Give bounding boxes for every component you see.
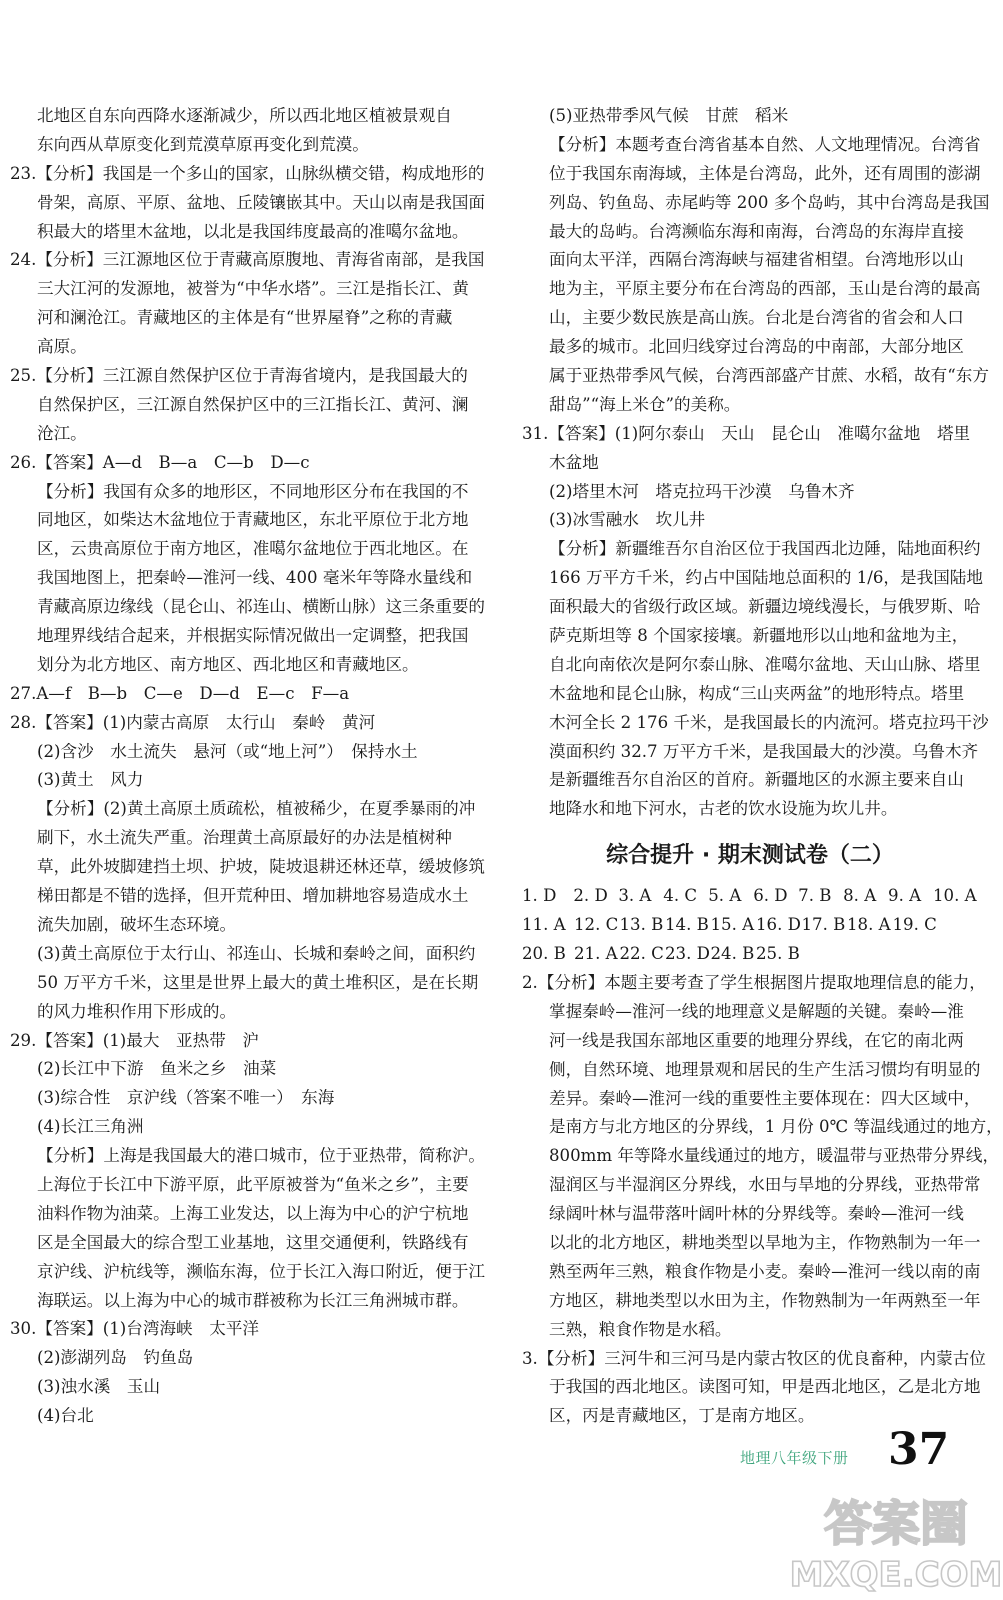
text-line bbox=[522, 1316, 978, 1345]
line-text: 河和澜沧江。青藏地区的主体是有“世界屋脊”之称的青藏 bbox=[37, 308, 453, 328]
line-text: 我国地图上，把秦岭—淮河一线、400 毫米年等降水量线和 bbox=[37, 568, 473, 588]
line-text: 青藏高原边缘线（昆仑山、祁连山、横断山脉）这三条重要的 bbox=[37, 597, 486, 617]
answer-item: 5. A bbox=[708, 886, 742, 906]
text-line bbox=[10, 102, 486, 131]
answer-item: 11. A bbox=[522, 915, 566, 935]
line-text: (2)长江中下游 鱼米之乡 油菜 bbox=[37, 1059, 277, 1079]
line-text: 木盆地和昆仑山脉，构成“三山夹两盆”的地形特点。塔里 bbox=[549, 683, 965, 703]
text-line bbox=[522, 1056, 981, 1085]
question-number: 24. bbox=[10, 250, 37, 270]
line-text: 列岛、钓鱼岛、赤尾屿等 200 多个岛屿，其中台湾岛是我国 bbox=[549, 192, 990, 212]
line-text: 侧，自然环境、地理景观和居民的生产生活习惯均有明显的 bbox=[549, 1059, 981, 1079]
text-line bbox=[522, 391, 978, 420]
text-line bbox=[10, 1315, 486, 1344]
question-number: 25. bbox=[10, 366, 37, 386]
line-text: 【答案】(1)阿尔泰山 天山 昆仑山 准噶尔盆地 塔里 bbox=[548, 423, 971, 443]
text-line bbox=[522, 1113, 1003, 1142]
right-column bbox=[522, 102, 1003, 1431]
answer-item: 20. B bbox=[522, 944, 566, 964]
answer-row bbox=[522, 911, 978, 940]
question-number: 3. bbox=[522, 1348, 538, 1368]
answer-item: 19. C bbox=[892, 915, 937, 935]
text-line bbox=[10, 766, 486, 795]
text-line bbox=[522, 795, 978, 824]
line-text: (3)黄土 风力 bbox=[37, 770, 144, 790]
text-line bbox=[522, 969, 986, 998]
line-text: 面积最大的省级行政区域。新疆边境线漫长，与俄罗斯、哈 bbox=[549, 597, 981, 617]
line-text: 熟至两年三熟，粮食作物是小麦。秦岭—淮河一线以南的南 bbox=[549, 1261, 981, 1281]
text-line bbox=[522, 1200, 978, 1229]
right-column-top bbox=[522, 102, 990, 824]
line-text: 高原。 bbox=[37, 337, 87, 357]
line-text: 地降水和地下河水，古老的饮水设施为坎儿井。 bbox=[549, 799, 898, 819]
text-line bbox=[10, 1113, 486, 1142]
text-line bbox=[10, 1373, 486, 1402]
text-line bbox=[10, 795, 486, 824]
line-text: 积最大的塔里木盆地，以北是我国纬度最高的准噶尔盆地。 bbox=[37, 221, 469, 241]
answer-item: 3. A bbox=[618, 886, 652, 906]
line-text: 【分析】新疆维吾尔自治区位于我国西北边陲，陆地面积约 bbox=[549, 539, 981, 559]
answer-row bbox=[522, 940, 978, 969]
text-line bbox=[522, 506, 978, 535]
line-text: 萨克斯坦等 8 个国家接壤。新疆地形以山地和盆地为主， bbox=[549, 626, 969, 646]
text-line bbox=[522, 449, 978, 478]
text-line bbox=[10, 246, 486, 275]
line-text: 以北的北方地区，耕地类型以旱地为主，作物熟制为一年一 bbox=[549, 1232, 981, 1252]
text-line bbox=[10, 998, 486, 1027]
text-line bbox=[522, 1085, 981, 1114]
text-line bbox=[522, 304, 978, 333]
question-number: 28. bbox=[10, 712, 37, 732]
answer-item: 17. B bbox=[801, 915, 846, 935]
line-text: 【分析】上海是我国最大的港口城市，位于亚热带，简称沪。 bbox=[37, 1146, 486, 1166]
text-line bbox=[10, 940, 486, 969]
text-line bbox=[10, 593, 486, 622]
line-text: 166 万平方千米，约占中国陆地总面积的 1/6，是我国陆地 bbox=[549, 568, 983, 588]
text-line bbox=[522, 564, 983, 593]
line-text: 自北向南依次是阿尔泰山脉、准噶尔盆地、天山山脉、塔里 bbox=[549, 654, 981, 674]
line-text: 最大的岛屿。台湾濒临东海和南海，台湾岛的东海岸直接 bbox=[549, 221, 964, 241]
answer-item: 24. B bbox=[710, 944, 755, 964]
watermark-top-text: 答案圈 bbox=[823, 1496, 969, 1552]
line-text: 木河全长 2 176 千米，是我国最长的内流河。塔克拉玛干沙 bbox=[549, 712, 989, 732]
text-line bbox=[522, 275, 981, 304]
text-line bbox=[522, 535, 981, 564]
line-text: 方地区，耕地类型以水田为主，作物熟制为一年两熟至一年 bbox=[549, 1290, 981, 1310]
line-text: 【分析】三江源自然保护区位于青海省境内，是我国最大的 bbox=[36, 366, 468, 386]
text-line bbox=[10, 680, 486, 709]
line-text: (3)浊水溪 玉山 bbox=[37, 1377, 161, 1397]
text-line bbox=[10, 1287, 486, 1316]
line-text: 【答案】(1)内蒙古高原 太行山 秦岭 黄河 bbox=[36, 712, 376, 732]
text-line bbox=[10, 969, 486, 998]
line-text: 海联运。以上海为中心的城市群被称为长江三角洲城市群。 bbox=[37, 1290, 469, 1310]
question-number: 26. bbox=[10, 452, 37, 472]
answer-item: 25. B bbox=[756, 944, 800, 964]
text-line bbox=[10, 824, 486, 853]
line-text: (4)长江三角洲 bbox=[37, 1117, 144, 1137]
text-line bbox=[10, 1344, 486, 1373]
text-line bbox=[522, 246, 978, 275]
line-text: 【分析】(2)黄土高原土质疏松，植被稀少，在夏季暴雨的冲 bbox=[37, 799, 476, 819]
line-text: 面向太平洋，西隔台湾海峡与福建省相望。台湾地形以山 bbox=[549, 250, 964, 270]
line-text: 骨架，高原、平原、盆地、丘陵镶嵌其中。天山以南是我国面 bbox=[37, 192, 486, 212]
line-text: 【分析】我国是一个多山的国家，山脉纵横交错，构成地形的 bbox=[36, 163, 485, 183]
line-text: (2)塔里木河 塔克拉玛干沙漠 乌鲁木齐 bbox=[549, 481, 855, 501]
answer-item: 6. D bbox=[753, 886, 788, 906]
text-line bbox=[522, 1229, 981, 1258]
text-line bbox=[10, 911, 486, 940]
line-text: 划分为北方地区、南方地区、西北地区和青藏地区。 bbox=[37, 654, 419, 674]
text-line bbox=[522, 1171, 981, 1200]
answer-item: 10. A bbox=[933, 886, 977, 906]
text-line bbox=[10, 160, 486, 189]
text-line bbox=[522, 593, 981, 622]
right-column-bottom bbox=[522, 969, 1003, 1431]
text-line bbox=[10, 709, 486, 738]
text-line bbox=[522, 102, 978, 131]
line-text: 漠面积约 32.7 万平方千米，是我国最大的沙漠。乌鲁木齐 bbox=[549, 741, 979, 761]
text-line bbox=[10, 1229, 486, 1258]
line-text: 差异。秦岭—淮河一线的重要性主要体现在：四大区域中， bbox=[549, 1088, 981, 1108]
line-text: (3)黄土高原位于太行山、祁连山、长城和秦岭之间，面积约 bbox=[37, 943, 476, 963]
line-text: 【答案】(1)台湾海峡 太平洋 bbox=[36, 1319, 260, 1339]
line-text: (5)亚热带季风气候 甘蔗 稻米 bbox=[549, 106, 789, 125]
line-text: 800mm 年等降水量线通过的地方，暖温带与亚热带分界线， bbox=[549, 1146, 1000, 1166]
line-text: 流失加剧，破坏生态环境。 bbox=[37, 914, 237, 934]
line-text: 区是全国最大的综合型工业基地，这里交通便利，铁路线有 bbox=[37, 1232, 469, 1252]
text-line bbox=[10, 131, 486, 160]
answer-key bbox=[522, 882, 978, 969]
line-text: 【分析】本题主要考查了学生根据图片提取地理信息的能力， bbox=[537, 972, 986, 992]
text-line bbox=[522, 420, 978, 449]
text-line bbox=[522, 218, 978, 247]
left-column bbox=[10, 102, 486, 1431]
text-line bbox=[522, 1027, 978, 1056]
answer-item: 8. A bbox=[843, 886, 877, 906]
text-line bbox=[522, 766, 978, 795]
text-line bbox=[10, 420, 486, 449]
line-text: 河一线是我国东部地区重要的地理分界线，在它的南北两 bbox=[549, 1030, 964, 1050]
text-line bbox=[522, 1373, 981, 1402]
line-text: 三熟，粮食作物是水稻。 bbox=[549, 1319, 732, 1339]
text-line bbox=[10, 304, 486, 333]
text-line bbox=[522, 131, 981, 160]
text-line bbox=[10, 564, 486, 593]
line-text: 北地区自东向西降水逐渐减少，所以西北地区植被景观自 bbox=[37, 106, 452, 125]
text-line bbox=[522, 1345, 986, 1374]
answer-item: 4. C bbox=[663, 886, 698, 906]
line-text: 是南方与北方地区的分界线，1 月份 0℃ 等温线通过的地方， bbox=[549, 1117, 1003, 1137]
line-text: (2)澎湖列岛 钓鱼岛 bbox=[37, 1348, 194, 1368]
text-line bbox=[10, 218, 486, 247]
text-line bbox=[10, 738, 486, 767]
section-title: 综合提升 · 期末测试卷（二） bbox=[606, 843, 894, 869]
text-line bbox=[10, 1200, 486, 1229]
text-line bbox=[10, 275, 486, 304]
text-line bbox=[10, 362, 486, 391]
page-number: 37 bbox=[888, 1424, 950, 1475]
line-text: (3)综合性 京沪线（答案不唯一） 东海 bbox=[37, 1088, 335, 1108]
text-line bbox=[10, 391, 486, 420]
line-text: 属于亚热带季风气候，台湾西部盛产甘蔗、水稻，故有“东方 bbox=[549, 366, 989, 386]
text-line bbox=[10, 1084, 486, 1113]
footer-label: 地理八年级下册 bbox=[740, 1449, 849, 1467]
line-text: (4)台北 bbox=[37, 1406, 94, 1426]
line-text: 京沪线、沪杭线等，濒临东海，位于长江入海口附近，便于江 bbox=[37, 1261, 486, 1281]
line-text: 木盆地 bbox=[549, 452, 599, 472]
line-text: 【分析】三河牛和三河马是内蒙古牧区的优良畜种，内蒙古位 bbox=[537, 1348, 986, 1368]
line-text: 上海位于长江中下游平原，此平原被誉为“鱼米之乡”，主要 bbox=[37, 1174, 469, 1194]
line-text: 区，云贵高原位于南方地区，准噶尔盆地位于西北地区。在 bbox=[37, 539, 469, 559]
question-number: 23. bbox=[10, 163, 37, 183]
question-number: 30. bbox=[10, 1319, 37, 1339]
line-text: 山，主要少数民族是高山族。台北是台湾省的省会和人口 bbox=[549, 308, 964, 328]
answer-item: 16. D bbox=[756, 915, 801, 935]
line-text: 掌握秦岭—淮河一线的地理意义是解题的关键。秦岭—淮 bbox=[549, 1001, 964, 1021]
text-line bbox=[522, 738, 978, 767]
text-line bbox=[10, 535, 486, 564]
answer-item: 23. D bbox=[665, 944, 710, 964]
line-text: 东向西从草原变化到荒漠草原再变化到荒漠。 bbox=[37, 134, 369, 154]
text-line bbox=[10, 853, 486, 882]
text-line bbox=[522, 651, 981, 680]
text-line bbox=[10, 882, 486, 911]
text-line bbox=[522, 362, 989, 391]
line-text: 最多的城市。北回归线穿过台湾岛的中南部，大部分地区 bbox=[549, 337, 964, 357]
answer-item: 22. C bbox=[619, 944, 664, 964]
line-text: 绿阔叶林与温带落叶阔叶林的分界线等。秦岭—淮河一线 bbox=[549, 1204, 964, 1224]
line-text: 同地区，如柴达木盆地位于青藏地区，东北平原位于北方地 bbox=[37, 510, 469, 530]
line-text: 【答案】(1)最大 亚热带 沪 bbox=[36, 1030, 260, 1050]
line-text: 地理界线结合起来，并根据实际情况做出一定调整，把我国 bbox=[37, 626, 469, 646]
answer-item: 18. A bbox=[847, 915, 891, 935]
text-line bbox=[522, 622, 978, 651]
watermark-bottom-text: MXQE.COM bbox=[789, 1555, 1003, 1595]
question-number: 27. bbox=[10, 683, 37, 703]
text-line bbox=[10, 506, 486, 535]
text-line bbox=[10, 1171, 486, 1200]
line-text: 50 万平方千米，这里是世界上最大的黄土堆积区，是在长期 bbox=[37, 972, 479, 992]
text-line bbox=[10, 1142, 486, 1171]
answer-item: 7. B bbox=[798, 886, 832, 906]
line-text: 的风力堆积作用下形成的。 bbox=[37, 1001, 237, 1021]
answer-item: 9. A bbox=[888, 886, 922, 906]
text-line bbox=[10, 1055, 486, 1084]
line-text: 地为主，平原主要分布在台湾岛的西部，玉山是台湾的最高 bbox=[549, 279, 981, 299]
line-text: 【答案】A—d B—a C—b D—c bbox=[36, 452, 310, 472]
text-line bbox=[10, 1402, 486, 1431]
line-text: 沧江。 bbox=[37, 423, 87, 443]
line-text: 自然保护区，三江源自然保护区中的三江指长江、黄河、澜 bbox=[37, 394, 469, 414]
text-line bbox=[10, 449, 486, 478]
text-line bbox=[522, 1258, 981, 1287]
line-text: 油料作物为油菜。上海工业发达，以上海为中心的沪宁杭地 bbox=[37, 1203, 469, 1223]
line-text: 刷下，水土流失严重。治理黄土高原最好的办法是植树种 bbox=[37, 828, 452, 848]
text-line bbox=[10, 1258, 486, 1287]
line-text: 于我国的西北地区。读图可知，甲是西北地区，乙是北方地 bbox=[549, 1377, 981, 1397]
answer-row bbox=[522, 882, 978, 911]
line-text: 是新疆维吾尔自治区的首府。新疆地区的水源主要来自山 bbox=[549, 770, 964, 790]
line-text: 梯田都是不错的选择，但开荒种田、增加耕地容易造成水土 bbox=[37, 886, 469, 906]
question-number: 29. bbox=[10, 1030, 37, 1050]
line-text: 【分析】我国有众多的地形区，不同地形区分布在我国的不 bbox=[37, 481, 469, 501]
text-line bbox=[10, 189, 486, 218]
question-number: 2. bbox=[522, 972, 538, 992]
text-line bbox=[522, 478, 978, 507]
answer-item: 14. B bbox=[665, 915, 709, 935]
line-text: (2)含沙 水土流失 悬河（或“地上河”） 保持水土 bbox=[37, 741, 418, 761]
line-text: 湿润区与半湿润区分界线，水田与旱地的分界线，亚热带常 bbox=[549, 1175, 981, 1195]
text-line bbox=[522, 160, 981, 189]
line-text: 三大江河的发源地，被誉为“中华水塔”。三江是指长江、黄 bbox=[37, 279, 469, 299]
answer-item: 21. A bbox=[574, 944, 618, 964]
line-text: A—f B—b C—e D—d E—c F—a bbox=[36, 683, 350, 703]
text-line bbox=[10, 651, 486, 680]
answer-item: 13. B bbox=[619, 915, 664, 935]
line-text: 甜岛”“海上米仓”的美称。 bbox=[549, 394, 741, 414]
text-line bbox=[522, 189, 990, 218]
text-line bbox=[10, 622, 486, 651]
answer-item: 12. C bbox=[574, 915, 619, 935]
text-line bbox=[522, 709, 989, 738]
line-text: 位于我国东南海域，主体是台湾岛，此外，还有周围的澎湖 bbox=[549, 163, 981, 183]
text-line bbox=[10, 1027, 486, 1056]
text-line bbox=[10, 333, 486, 362]
text-line bbox=[522, 1142, 1000, 1171]
text-line bbox=[522, 680, 978, 709]
line-text: 【分析】三江源地区位于青藏高原腹地、青海省南部，是我国 bbox=[36, 250, 485, 270]
line-text: (3)冰雪融水 坎儿井 bbox=[549, 510, 706, 530]
text-line bbox=[10, 478, 486, 507]
answer-item: 15. A bbox=[710, 915, 755, 935]
answer-item: 2. D bbox=[573, 886, 608, 906]
watermark-logo bbox=[789, 1478, 1003, 1596]
line-text: 草，此外坡脚建挡土坝、护坡，陡坡退耕还林还草，缓坡修筑 bbox=[37, 857, 486, 877]
text-line bbox=[522, 333, 978, 362]
text-line bbox=[522, 1287, 981, 1316]
line-text: 【分析】本题考查台湾省基本自然、人文地理情况。台湾省 bbox=[549, 134, 981, 154]
answer-item: 1. D bbox=[522, 886, 557, 906]
line-text: 区，丙是青藏地区，丁是南方地区。 bbox=[549, 1406, 815, 1426]
text-line bbox=[522, 998, 978, 1027]
question-number: 31. bbox=[522, 423, 549, 443]
